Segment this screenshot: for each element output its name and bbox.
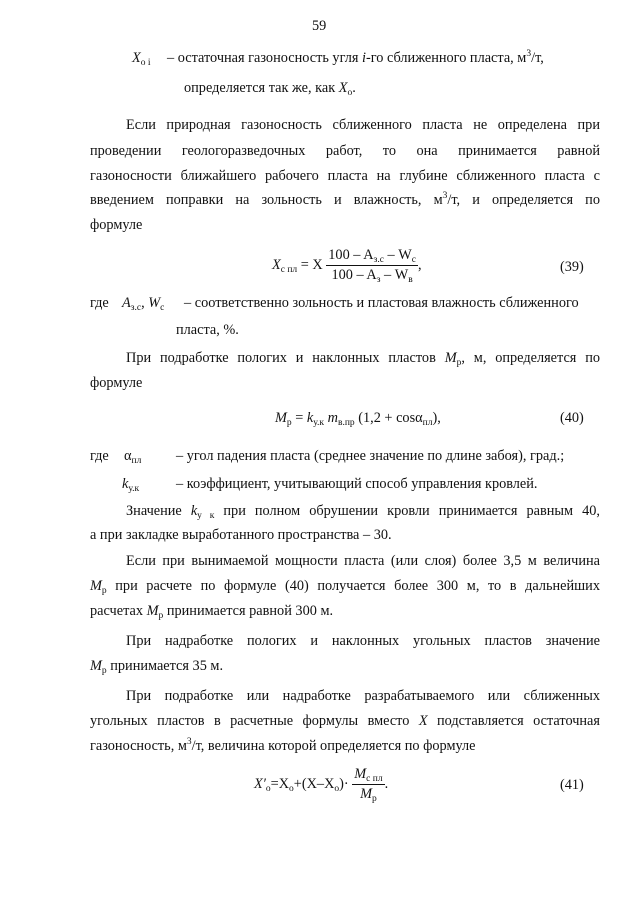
paragraph-line: угольных пластов в расчетные формулы вместо X подставляется остаточная bbox=[90, 713, 600, 729]
equation-40: $M_р = k_{у.к}$ $m_{в.пр}$ (1,2 + cosα$_{пл}$), bbox=[275, 410, 441, 428]
paragraph-line: введением поправки на зольность и влажность, $м^3/т$, и определяется по bbox=[90, 191, 600, 208]
paragraph-line: расчетах $M_р$ принимается равной 300 м. bbox=[90, 603, 334, 621]
equation-41-number: (41) bbox=[560, 777, 584, 793]
definition-az-lead: где bbox=[90, 295, 109, 311]
definition-xoi-symbol: $X_{o i}$ bbox=[132, 50, 151, 68]
paragraph-line: Если при вынимаемой мощности пласта (или слоя) более 3,5 м величина bbox=[126, 553, 600, 569]
paragraph-line: проведении геологоразведочных работ, то она принимается равной bbox=[90, 143, 600, 159]
equation-41: $X'_о=X_о+(X-X_о)\cdot$ $\frac{M_{с пл}}{M_р}$ . bbox=[254, 766, 389, 804]
definition-alpha-symbol: $\alpha_{пл}$ bbox=[124, 448, 142, 466]
definition-az-symbols: $A_{з.с}$, $W_с$ bbox=[122, 295, 165, 313]
paragraph-line: При надработке пологих и наклонных угольных пластов значение bbox=[126, 633, 600, 649]
paragraph-line: газоносность, $м^3/т$, величина которой определяется по формуле bbox=[90, 737, 476, 754]
definition-az-text1: – соответственно зольность и пластовая влажность сближенного bbox=[184, 295, 579, 311]
paragraph-line: $M_р$ принимается 35 м. bbox=[90, 658, 224, 676]
definition-xoi-line1: – остаточная газоносность угля i-го сближенного пласта, $м^3/т$, bbox=[167, 49, 544, 66]
definition-k-symbol: $k_{у.к}$ bbox=[122, 476, 140, 494]
paragraph-line: $M_р$ при расчете по формуле (40) получается более 300 м, то в дальнейших bbox=[90, 578, 600, 596]
paragraph-line: а при закладке выработанного пространства – 30. bbox=[90, 527, 392, 543]
equation-40-number: (40) bbox=[560, 410, 584, 426]
paragraph-line: формуле bbox=[90, 375, 143, 391]
paragraph-line: При подработке пологих и наклонных пластов $M_р$, м, определяется по bbox=[126, 350, 601, 368]
definition-k-text: – коэффициент, учитывающий способ управления кровлей. bbox=[176, 476, 538, 492]
paragraph-line: формуле bbox=[90, 217, 143, 233]
equation-39: $X_{с пл} = X$ $\frac{100 - A_{з.с} - W_с}{100 - A_з - W_в}$ , bbox=[272, 247, 422, 285]
page-number: 59 bbox=[312, 18, 327, 34]
definition-az-text2: пласта, %. bbox=[176, 322, 239, 338]
paragraph-line: Значение $k_{у к}$ при полном обрушении кровли принимается равным 40, bbox=[126, 503, 600, 521]
definition-alpha-text: – угол падения пласта (среднее значение по длине забоя), град.; bbox=[176, 448, 565, 464]
definition-alpha-lead: где bbox=[90, 448, 109, 464]
definition-xoi-line2: определяется так же, как $X_о$. bbox=[184, 80, 356, 98]
equation-39-number: (39) bbox=[560, 259, 584, 275]
paragraph-line: При подработке или надработке разрабатываемого или сближенных bbox=[126, 688, 600, 704]
equation-39-fraction: $\frac{100 - A_{з.с} - W_с}{100 - A_з - W_в}$ bbox=[328, 247, 416, 285]
equation-41-fraction: $\frac{M_{с пл}}{M_р}$ bbox=[354, 766, 383, 804]
paragraph-line: газоносности ближайшего рабочего пласта на глубине сближенного пласта с bbox=[90, 168, 600, 184]
paragraph-line: Если природная газоносность сближенного пласта не определена при bbox=[126, 117, 600, 133]
